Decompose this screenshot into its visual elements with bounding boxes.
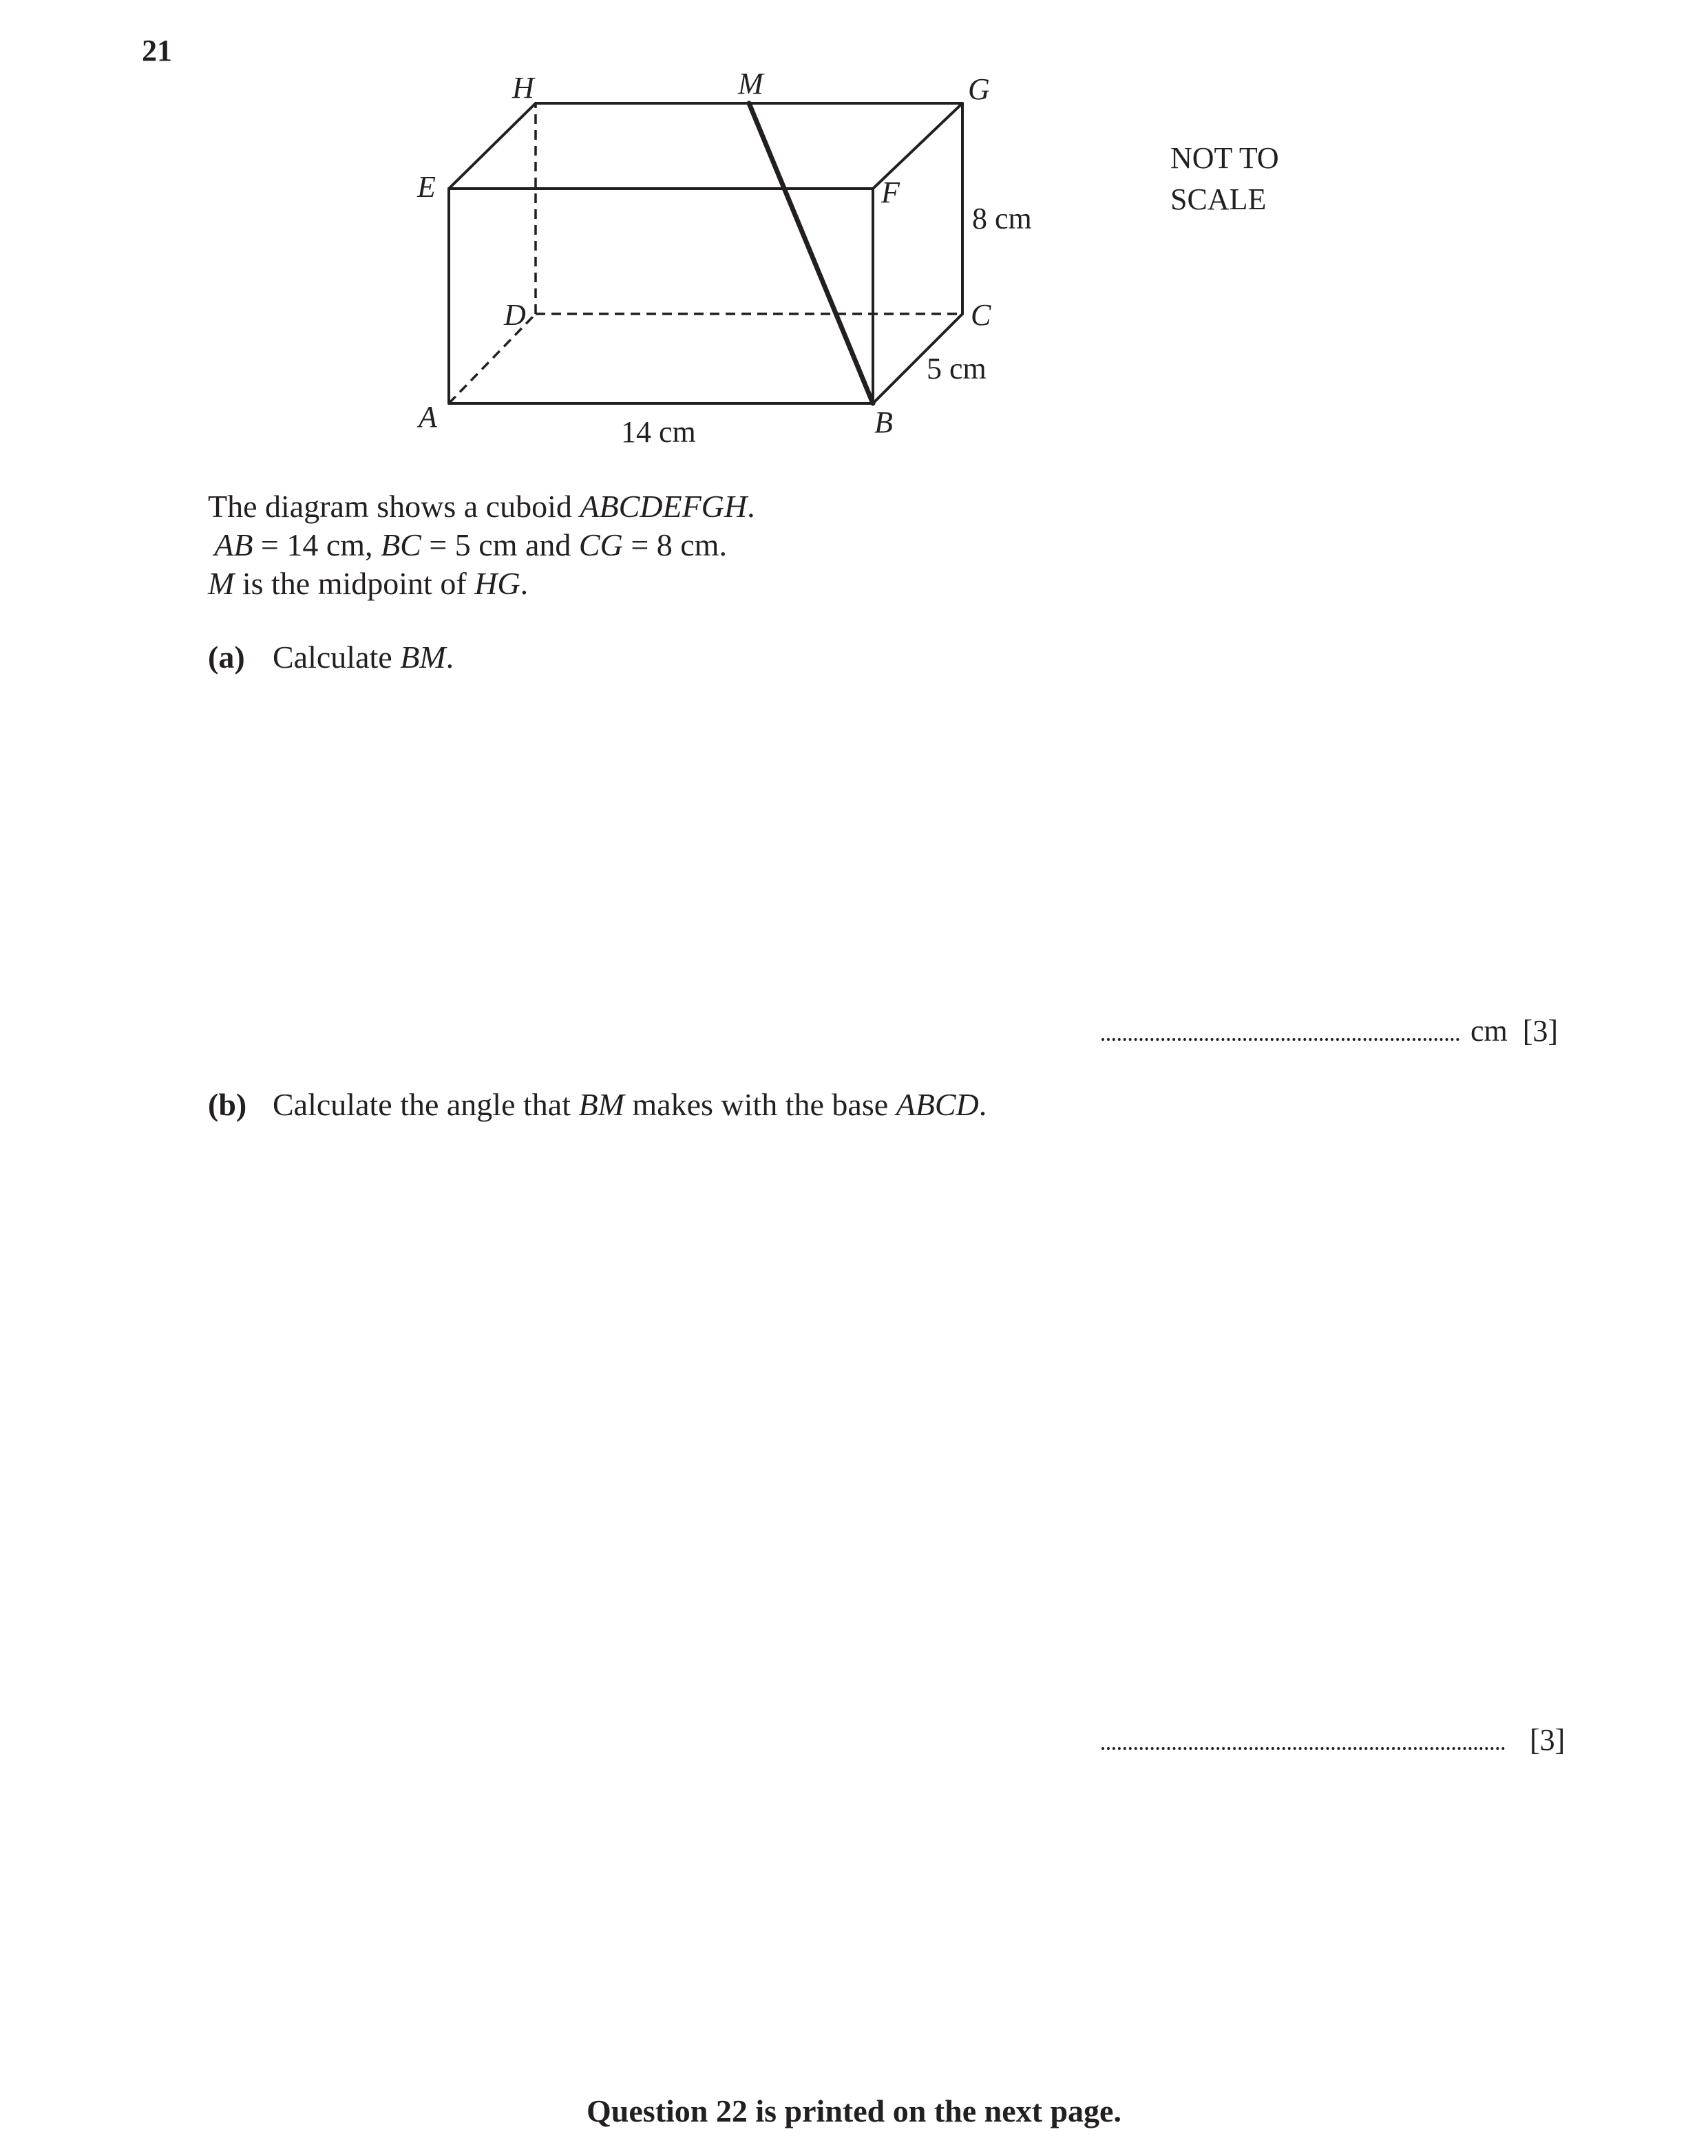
line-bm: [749, 103, 873, 403]
vertex-label-b: B: [874, 405, 893, 439]
question-number: 21: [142, 34, 172, 67]
not-to-scale-note: [1170, 138, 1279, 220]
intro-line-2: AB = 14 cm, BC = 5 cm and CG = 8 cm.: [214, 527, 727, 562]
vertex-label-c: C: [971, 298, 991, 332]
intro-line-1: The diagram shows a cuboid ABCDEFGH.: [208, 489, 755, 524]
vertex-label-e: E: [417, 170, 436, 204]
part-a-label: (a): [208, 640, 245, 675]
dimension-8cm: 8 cm: [972, 202, 1032, 235]
not-to-scale-line1: NOT TO: [1170, 141, 1279, 175]
vertex-label-d: D: [504, 298, 526, 332]
dimension-5cm: 5 cm: [927, 352, 987, 385]
edge-eh: [449, 103, 536, 189]
vertex-label-f: F: [881, 176, 900, 209]
vertex-label-g: G: [968, 72, 990, 106]
not-to-scale-line2: SCALE: [1170, 182, 1267, 216]
part-a-answer-line[interactable]: [1101, 1013, 1558, 1048]
cuboid-diagram: [386, 55, 1074, 454]
part-b-question: (b) Calculate the angle that BM makes with the base ABCD.: [208, 1087, 987, 1122]
vertex-label-m: M: [738, 67, 763, 101]
intro-line-3: M is the midpoint of HG.: [208, 566, 529, 601]
part-a-question: (a) Calculate BM.: [208, 640, 454, 675]
dimension-14cm: 14 cm: [621, 415, 696, 449]
answer-dots[interactable]: [1101, 1038, 1459, 1041]
part-b-label: (b): [208, 1087, 247, 1122]
vertex-label-a: A: [419, 400, 437, 434]
answer-dots[interactable]: [1101, 1747, 1505, 1750]
part-b-marks: [3]: [1530, 1723, 1565, 1757]
answer-unit: cm: [1470, 1014, 1508, 1048]
part-b-answer-line[interactable]: [1101, 1722, 1565, 1757]
vertex-label-h: H: [512, 71, 534, 105]
part-a-marks: [3]: [1522, 1014, 1559, 1048]
question-intro: [208, 487, 755, 603]
footer-next-page-note: Question 22 is printed on the next page.: [587, 2093, 1121, 2128]
